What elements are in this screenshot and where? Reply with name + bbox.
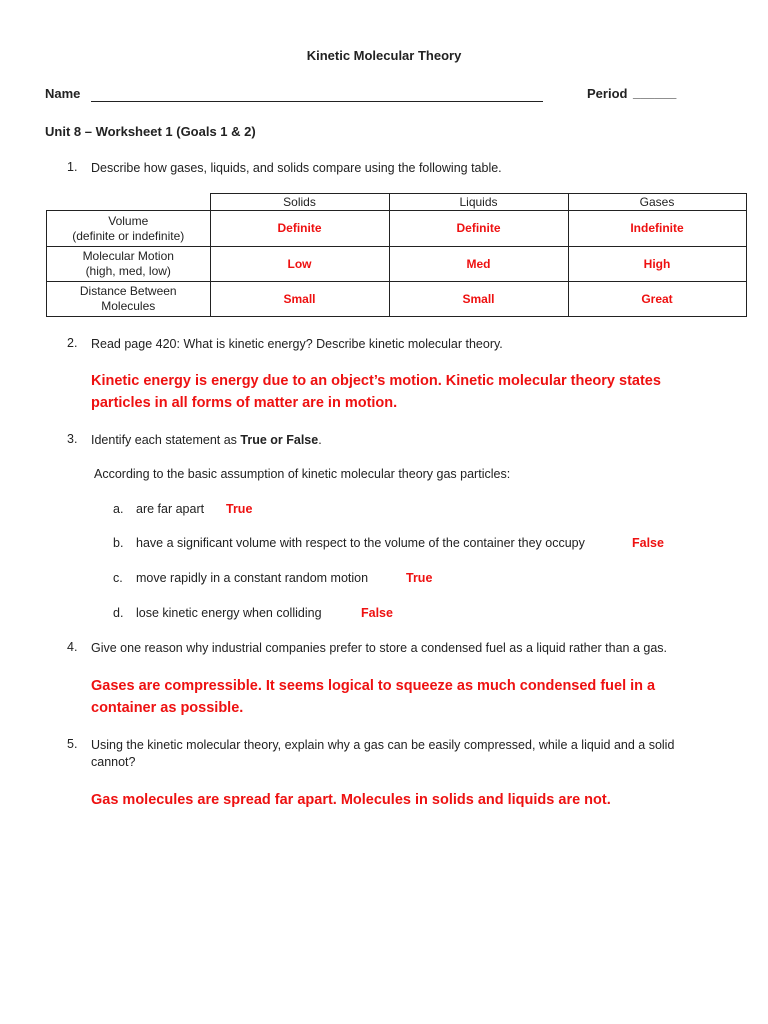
cell-gases-distance: Great [568, 282, 746, 317]
q1-text: Describe how gases, liquids, and solids compare using the following table. [91, 161, 502, 175]
table-header-row [47, 194, 747, 211]
cell-gases-volume: Indefinite [568, 211, 746, 247]
row-label-distance [47, 282, 211, 317]
q3-text [91, 432, 711, 449]
q4-answer-line-1: Gases are compressible. It seems logical to squeeze as much condensed fuel in a [91, 678, 656, 694]
q3-text-pre: Identify each statement as [91, 433, 241, 447]
q4-answer [91, 675, 731, 719]
table-corner-cell [47, 194, 211, 211]
q2-number: 2. [67, 336, 78, 350]
period-blank[interactable]: ______ [633, 85, 677, 100]
q2-text: Read page 420: What is kinetic energy? Describe kinetic molecular theory. [91, 337, 503, 351]
row-label-motion [47, 247, 211, 282]
q3b-letter: b. [113, 536, 124, 550]
table-row [47, 211, 747, 247]
column-header-gases: Gases [568, 194, 746, 211]
q3d-text: lose kinetic energy when colliding [136, 606, 322, 620]
row-label-line: Volume [108, 213, 149, 228]
name-label: Name [45, 86, 81, 101]
q3a-text: are far apart [136, 502, 205, 516]
row-label-line: Distance Between [79, 284, 177, 298]
q5-answer: Gas molecules are spread far apart. Molecules in solids and liquids are not. [91, 792, 611, 808]
cell-solids-volume: Definite [210, 211, 389, 247]
document-title: Kinetic Molecular Theory [306, 48, 462, 63]
column-header-solids: Solids [210, 194, 389, 211]
q4-number: 4. [67, 640, 78, 654]
q2-answer [91, 370, 731, 414]
name-blank-line[interactable] [91, 101, 543, 102]
q3a-answer: True [226, 502, 253, 516]
q3c-answer: True [406, 571, 433, 585]
q3d-answer: False [361, 606, 393, 620]
cell-liquids-motion: Med [389, 247, 568, 282]
row-label-line: Molecular Motion [82, 249, 174, 263]
q3c-letter: c. [113, 571, 123, 585]
q5-text-line-1: Using the kinetic molecular theory, explain why a gas can be easily compressed, while a liquid and a solid [91, 738, 675, 752]
q4-answer-line-2: container as possible. [91, 700, 244, 716]
q5-number: 5. [67, 737, 78, 751]
q3b-answer: False [632, 536, 664, 550]
row-label-volume [47, 211, 211, 247]
comparison-table [46, 193, 747, 317]
q3-intro: According to the basic assumption of kinetic molecular theory gas particles: [94, 467, 511, 481]
q1-number: 1. [67, 160, 78, 174]
q3a-letter: a. [113, 502, 124, 516]
row-label-line: Molecules [101, 299, 156, 313]
q3-number: 3. [67, 432, 78, 446]
table-row [47, 282, 747, 317]
cell-solids-distance: Small [210, 282, 389, 317]
q5-text-line-2: cannot? [91, 755, 136, 769]
q3-text-bold: True or False [240, 433, 319, 447]
unit-heading: Unit 8 – Worksheet 1 (Goals 1 & 2) [45, 124, 256, 139]
cell-gases-motion: High [568, 247, 746, 282]
cell-liquids-distance: Small [389, 282, 568, 317]
period-label: Period [587, 86, 628, 101]
q3-text-post: . [318, 433, 322, 447]
cell-solids-motion: Low [210, 247, 389, 282]
cell-liquids-volume: Definite [389, 211, 568, 247]
q2-answer-line-2: particles in all forms of matter are in motion. [91, 395, 398, 411]
q4-text: Give one reason why industrial companies prefer to store a condensed fuel as a liquid rather than a gas. [91, 641, 668, 655]
row-label-line: (definite or indefinite) [72, 228, 185, 243]
q2-answer-line-1: Kinetic energy is energy due to an object’s motion. Kinetic molecular theory states [91, 373, 661, 389]
row-label-line: (high, med, low) [85, 264, 171, 278]
q5-text [91, 737, 741, 771]
q3b-text: have a significant volume with respect to the volume of the container they occupy [136, 536, 585, 550]
q3d-letter: d. [113, 606, 124, 620]
q3c-text: move rapidly in a constant random motion [136, 571, 369, 585]
table-row [47, 247, 747, 282]
column-header-liquids: Liquids [389, 194, 568, 211]
